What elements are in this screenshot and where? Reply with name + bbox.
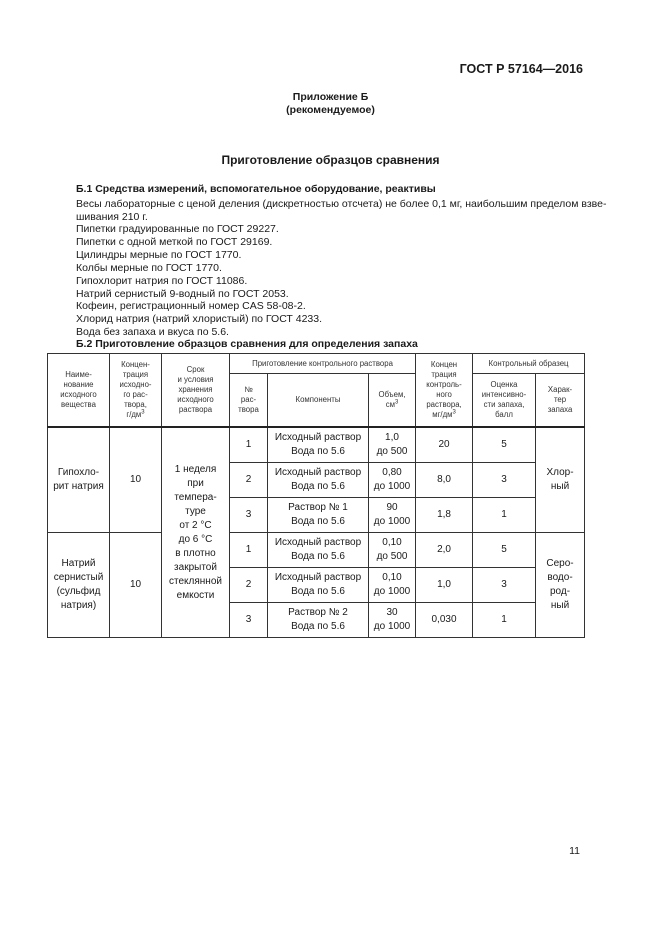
storage-cell: 1 неделя при темпера- туре от 2 °С до 6 °С в плотно закрытой стеклянной емкости [162, 427, 230, 638]
volume-cell: 1,0 до 500 [369, 427, 416, 463]
solution-number-cell: 1 [230, 533, 268, 568]
list-item: Кофеин, регистрационный номер CAS 58-08-2. [76, 300, 306, 312]
intensity-cell: 3 [473, 568, 536, 603]
control-concentration-cell: 1,0 [416, 568, 473, 603]
list-item: Цилиндры мерные по ГОСТ 1770. [76, 249, 242, 261]
components-cell: Раствор № 2 Вода по 5.6 [268, 603, 369, 638]
list-item: Пипетки градуированные по ГОСТ 29227. [76, 223, 279, 235]
intensity-cell: 1 [473, 603, 536, 638]
intensity-cell: 5 [473, 427, 536, 463]
control-concentration-cell: 1,8 [416, 498, 473, 533]
header-character: Харак- тер запаха [536, 374, 585, 428]
components-cell: Исходный раствор Вода по 5.6 [268, 463, 369, 498]
standard-number: ГОСТ Р 57164—2016 [459, 62, 583, 76]
components-cell: Исходный раствор Вода по 5.6 [268, 427, 369, 463]
concentration-cell: 10 [110, 533, 162, 638]
volume-cell: 30 до 1000 [369, 603, 416, 638]
intensity-cell: 3 [473, 463, 536, 498]
section-1-title: Б.1 Средства измерений, вспомогательное оборудование, реактивы [76, 183, 436, 195]
character-cell: Хлор- ный [536, 427, 585, 533]
table-row [48, 533, 585, 568]
header-components: Компоненты [268, 374, 369, 428]
intensity-cell: 5 [473, 533, 536, 568]
solution-number-cell: 2 [230, 568, 268, 603]
solution-number-cell: 3 [230, 498, 268, 533]
substance-cell: Гипохло- рит натрия [48, 427, 110, 533]
header-intensity: Оценка интенсивно- сти запаха, балл [473, 374, 536, 428]
components-cell: Раствор № 1 Вода по 5.6 [268, 498, 369, 533]
control-concentration-cell: 20 [416, 427, 473, 463]
intensity-cell: 1 [473, 498, 536, 533]
list-item: Хлорид натрия (натрий хлористый) по ГОСТ 4233. [76, 313, 323, 325]
solution-number-cell: 1 [230, 427, 268, 463]
page-title: Приготовление образцов сравнения [221, 153, 440, 167]
control-concentration-cell: 8,0 [416, 463, 473, 498]
components-cell: Исходный раствор Вода по 5.6 [268, 568, 369, 603]
control-concentration-cell: 2,0 [416, 533, 473, 568]
header-storage: Срок и условия хранения исходного раствора [162, 354, 230, 428]
list-item: Гипохлорит натрия по ГОСТ 11086. [76, 275, 248, 287]
table-row [48, 427, 585, 463]
header-solution-number: № рас- твора [230, 374, 268, 428]
concentration-cell: 10 [110, 427, 162, 533]
samples-table [47, 353, 585, 638]
annex-title: Приложение Б [292, 91, 369, 103]
volume-cell: 0,10 до 500 [369, 533, 416, 568]
components-cell: Исходный раствор Вода по 5.6 [268, 533, 369, 568]
volume-cell: 0,10 до 1000 [369, 568, 416, 603]
substance-cell: Натрий сернистый (сульфид натрия) [48, 533, 110, 638]
section-2-title: Б.2 Приготовление образцов сравнения для определения запаха [76, 338, 418, 350]
section-1-paragraph-line-1: Весы лабораторные с ценой деления (дискретностью отсчета) не более 0,1 мг, наибольшим пределом взве- [76, 198, 607, 210]
section-1-paragraph-line-2: шивания 210 г. [76, 211, 148, 223]
character-cell: Серо- водо- род- ный [536, 533, 585, 638]
header-control-sample: Контрольный образец [473, 354, 585, 374]
header-control-concentration: Концен трация контроль- ного раствора, $мг/дм^3$ [416, 354, 473, 428]
solution-number-cell: 3 [230, 603, 268, 638]
list-item: Вода без запаха и вкуса по 5.6. [76, 326, 229, 338]
volume-cell: 90 до 1000 [369, 498, 416, 533]
solution-number-cell: 2 [230, 463, 268, 498]
list-item: Колбы мерные по ГОСТ 1770. [76, 262, 222, 274]
header-concentration: Концен- трация исходно- го рас- твора, $г/дм^3$ [110, 354, 162, 428]
volume-cell: 0,80 до 1000 [369, 463, 416, 498]
header-control-prep: Приготовление контрольного раствора [230, 354, 416, 374]
header-volume: Объем, $см^3$ [369, 374, 416, 428]
annex-status: (рекомендуемое) [286, 104, 375, 116]
control-concentration-cell: 0,030 [416, 603, 473, 638]
list-item: Пипетки с одной меткой по ГОСТ 29169. [76, 236, 273, 248]
header-substance: Наиме- нование исходного вещества [48, 354, 110, 428]
page-number: 11 [569, 845, 580, 857]
list-item: Натрий сернистый 9-водный по ГОСТ 2053. [76, 288, 289, 300]
